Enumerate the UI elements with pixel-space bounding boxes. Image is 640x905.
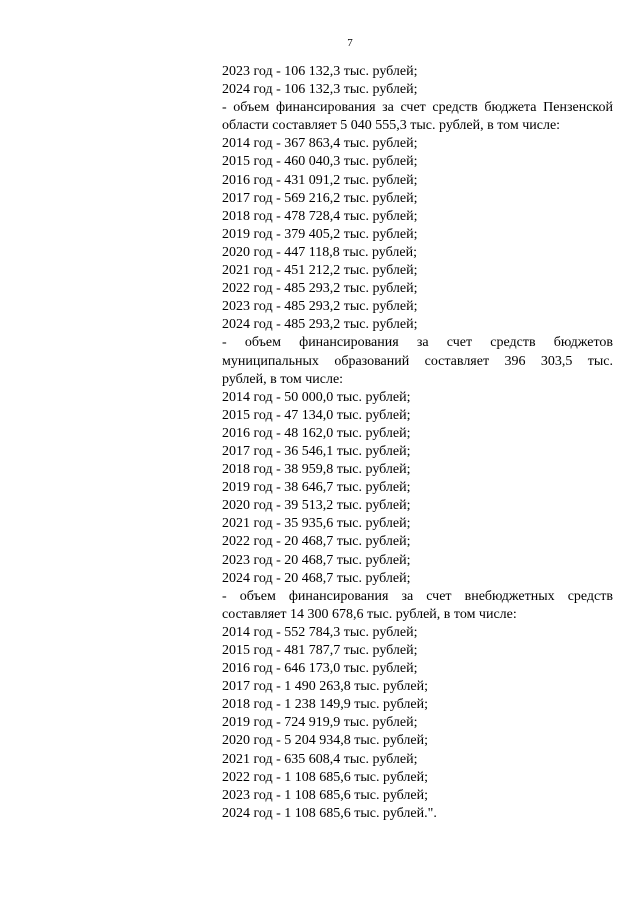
funding-line: 2015 год - 460 040,3 тыс. рублей; — [222, 154, 418, 170]
funding-line: 2023 год - 485 293,2 тыс. рублей; — [222, 299, 418, 315]
funding-line: 2018 год - 1 238 149,9 тыс. рублей; — [222, 697, 429, 713]
funding-line: 2024 год - 485 293,2 тыс. рублей; — [222, 317, 418, 333]
funding-line: 2022 год - 20 468,7 тыс. рублей; — [222, 534, 411, 550]
funding-line: 2024 год - 106 132,3 тыс. рублей; — [222, 82, 418, 98]
paragraph-regional-budget-cont: области составляет 5 040 555,3 тыс. рублей, в том числе: — [222, 118, 561, 134]
funding-line: 2022 год - 1 108 685,6 тыс. рублей; — [222, 769, 429, 785]
funding-line: 2024 год - 1 108 685,6 тыс. рублей.". — [222, 805, 437, 821]
funding-line: 2021 год - 35 935,6 тыс. рублей; — [222, 516, 411, 532]
funding-line: 2021 год - 635 608,4 тыс. рублей; — [222, 751, 418, 767]
funding-line: 2023 год - 106 132,3 тыс. рублей; — [222, 64, 418, 79]
paragraph-municipal-budget-end: рублей, в том числе: — [222, 371, 344, 387]
funding-line: 2015 год - 481 787,7 тыс. рублей; — [222, 643, 418, 658]
funding-line: 2020 год - 39 513,2 тыс. рублей; — [222, 498, 411, 514]
page-number: 7 — [347, 37, 353, 49]
funding-line: 2016 год - 48 162,0 тыс. рублей; — [222, 425, 411, 441]
funding-line: 2019 год - 379 405,2 тыс. рублей; — [222, 226, 418, 242]
funding-line: 2014 год - 367 863,4 тыс. рублей; — [222, 136, 418, 152]
paragraph-municipal-budget: - объем финансирования за счет средств бюджетов — [222, 335, 613, 351]
funding-line: 2018 год - 38 959,8 тыс. рублей; — [222, 462, 411, 478]
funding-line: 2017 год - 36 546,1 тыс. рублей; — [222, 443, 411, 459]
funding-line: 2021 год - 451 212,2 тыс. рублей; — [222, 263, 418, 279]
funding-line: 2020 год - 447 118,8 тыс. рублей; — [222, 244, 417, 260]
funding-line: 2019 год - 724 919,9 тыс. рублей; — [222, 715, 418, 731]
paragraph-extrabudgetary: - объем финансирования за счет внебюджетных средств — [222, 588, 613, 604]
funding-line: 2017 год - 569 216,2 тыс. рублей; — [222, 190, 418, 206]
funding-line: 2020 год - 5 204 934,8 тыс. рублей; — [222, 733, 429, 749]
funding-line: 2023 год - 1 108 685,6 тыс. рублей; — [222, 787, 429, 803]
funding-line: 2023 год - 20 468,7 тыс. рублей; — [222, 552, 411, 568]
funding-line: 2016 год - 431 091,2 тыс. рублей; — [222, 172, 418, 188]
document-body — [222, 63, 613, 823]
paragraph-municipal-budget-cont: муниципальных образований составляет 396 303,5 тыс. — [222, 353, 613, 369]
funding-line: 2017 год - 1 490 263,8 тыс. рублей; — [222, 679, 429, 695]
funding-line: 2016 год - 646 173,0 тыс. рублей; — [222, 661, 418, 677]
funding-line: 2014 год - 552 784,3 тыс. рублей; — [222, 624, 418, 640]
funding-line: 2022 год - 485 293,2 тыс. рублей; — [222, 281, 418, 297]
paragraph-extrabudgetary-cont: составляет 14 300 678,6 тыс. рублей, в том числе: — [222, 606, 517, 622]
funding-line: 2015 год - 47 134,0 тыс. рублей; — [222, 407, 411, 423]
paragraph-regional-budget: - объем финансирования за счет средств бюджета Пензенской — [222, 100, 613, 116]
funding-line: 2014 год - 50 000,0 тыс. рублей; — [222, 389, 411, 405]
funding-line: 2024 год - 20 468,7 тыс. рублей; — [222, 570, 411, 586]
funding-line: 2018 год - 478 728,4 тыс. рублей; — [222, 208, 418, 224]
funding-line: 2019 год - 38 646,7 тыс. рублей; — [222, 480, 411, 496]
